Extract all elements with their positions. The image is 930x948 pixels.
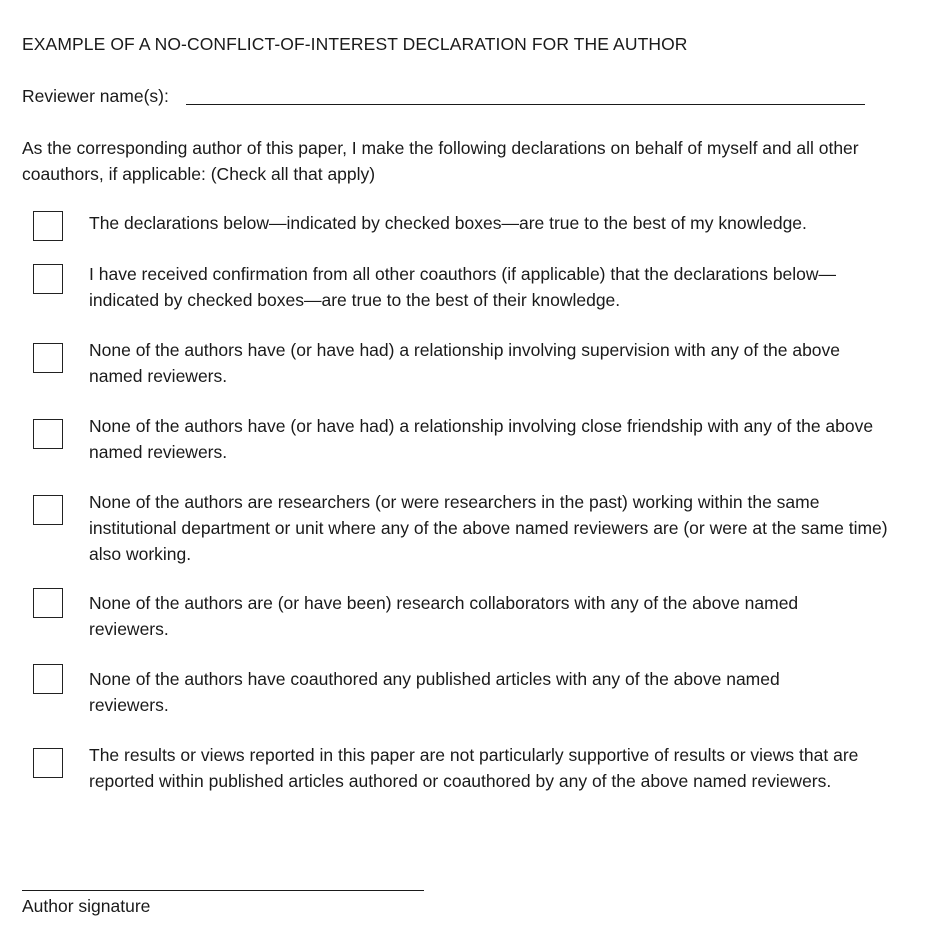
declaration-text-4: None of the authors have (or have had) a relationship involving close friendship with any of the above named reviewers. — [89, 416, 874, 462]
declaration-checkbox-4[interactable] — [33, 419, 63, 449]
document-title: EXAMPLE OF A NO-CONFLICT-OF-INTEREST DECLARATION FOR THE AUTHOR — [22, 34, 688, 54]
author-signature-field[interactable] — [22, 890, 424, 891]
declaration-text-2: I have received confirmation from all other coauthors (if applicable) that the declarations below—indicated by checked boxes—are true to the best of their knowledge. — [89, 264, 837, 310]
declaration-checkbox-2[interactable] — [33, 264, 63, 294]
intro-paragraph: As the corresponding author of this paper, I make the following declarations on behalf of myself and all other coauthors, if applicable: (Check all that apply) — [22, 138, 859, 184]
declaration-checkbox-3[interactable] — [33, 343, 63, 373]
declaration-text-3: None of the authors have (or have had) a relationship involving supervision with any of the above named reviewers. — [89, 340, 841, 386]
reviewer-name-field[interactable] — [186, 104, 865, 105]
declaration-text-1: The declarations below—indicated by checked boxes—are true to the best of my knowledge. — [89, 213, 807, 233]
declaration-text-8: The results or views reported in this paper are not particularly supportive of results or views that are reported within published articles authored or coauthored by any of the above named reviewers. — [89, 745, 859, 791]
declaration-checkbox-1[interactable] — [33, 211, 63, 241]
author-signature-label: Author signature — [22, 896, 151, 916]
declaration-text-7: None of the authors have coauthored any published articles with any of the above named reviewers. — [89, 669, 780, 715]
declaration-checkbox-8[interactable] — [33, 748, 63, 778]
reviewer-name-label: Reviewer name(s): — [22, 86, 169, 106]
declaration-text-6: None of the authors are (or have been) research collaborators with any of the above named reviewers. — [89, 593, 799, 639]
declaration-text-5: None of the authors are researchers (or were researchers in the past) working within the same institutional department or unit where any of the above named reviewers are (or were at the same time) also working. — [89, 492, 888, 564]
declaration-checkbox-7[interactable] — [33, 664, 63, 694]
declaration-checkbox-6[interactable] — [33, 588, 63, 618]
declaration-checkbox-5[interactable] — [33, 495, 63, 525]
